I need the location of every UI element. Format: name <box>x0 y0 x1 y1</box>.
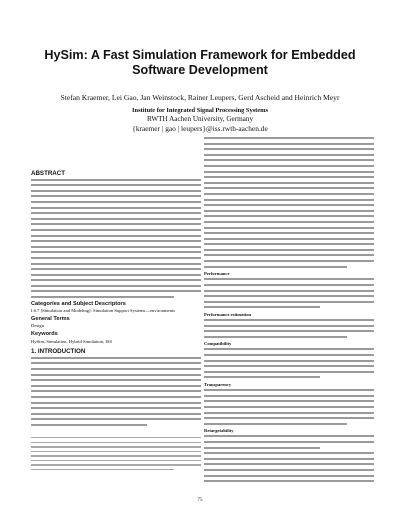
categories-text: I.6.7 [Simulation and Modeling]: Simulation Support Systems—environments <box>31 308 175 314</box>
intro-continued <box>204 137 374 268</box>
copyright-notice <box>31 437 201 474</box>
keywords-heading: Keywords <box>31 331 58 338</box>
author-names: Stefan Kraemer, Lei Gao, Jan Weinstock, Rainer Leupers, Gerd Ascheid and Heinrich Meyr <box>60 93 340 102</box>
paper-title: HySim: A Fast Simulation Framework for Embedded Software Development <box>44 48 356 77</box>
keywords-text: HySim, Simulation, Hybrid Simulation, ISS <box>31 338 113 344</box>
general-terms-heading: General Terms <box>31 315 70 322</box>
closing-paragraph <box>204 452 374 482</box>
compatibility-para: Compatibility <box>204 341 232 347</box>
transparency-para: Transparency <box>204 382 232 388</box>
categories-heading: Categories and Subject Descriptors <box>31 300 126 307</box>
left-column <box>31 168 201 430</box>
performance-estimation-para: Performance estimation <box>204 311 252 317</box>
retargetability-para: Retargetability <box>204 428 234 434</box>
performance-para: Performance <box>204 271 230 277</box>
abstract-heading: ABSTRACT <box>31 170 66 177</box>
institute-name: Institute for Integrated Signal Processing Systems <box>132 107 268 114</box>
introduction-body <box>31 357 201 426</box>
author-email: {kraemer | gao | leupers}@iss.rwth-aachen.de <box>132 124 268 133</box>
author-block <box>30 93 370 133</box>
page-number: 75 <box>197 498 203 503</box>
abstract-body <box>31 179 201 298</box>
general-terms-text: Design <box>31 323 45 329</box>
introduction-heading: 1. INTRODUCTION <box>31 348 86 356</box>
right-column <box>204 136 374 486</box>
university-name: RWTH Aachen University, Germany <box>146 115 254 123</box>
